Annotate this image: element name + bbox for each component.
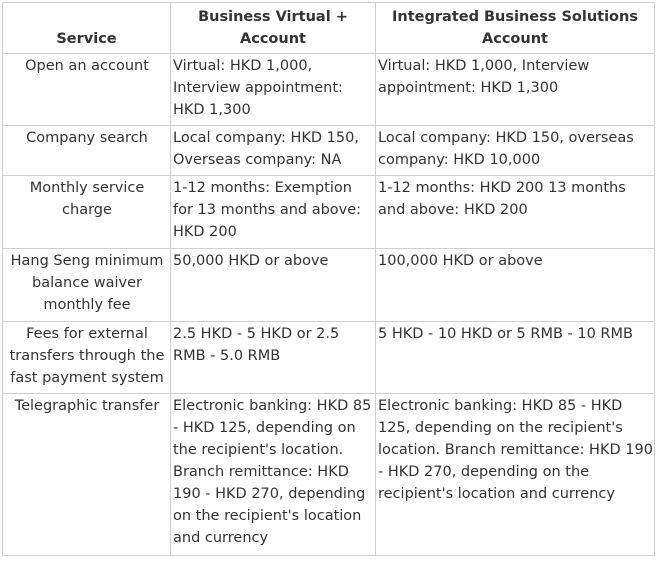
header-business-virtual-plus-account: Business Virtual + Account xyxy=(171,3,376,54)
integrated-cell: 1-12 months: HKD 200 13 months and above: HKD 200 xyxy=(376,176,655,249)
virtual-plus-cell: Electronic banking: HKD 85 - HKD 125, depending on the recipient's location. Branch remittance: HKD 190 - HKD 270, depending on the recipient's location and currency xyxy=(171,394,376,556)
service-cell: Hang Seng minimum balance waiver monthly fee xyxy=(3,249,171,322)
integrated-cell: Electronic banking: HKD 85 - HKD 125, depending on the recipient's location. Branch remittance: HKD 190 - HKD 270, depending on the recipient's location and currency xyxy=(376,394,655,556)
virtual-plus-cell: Local company: HKD 150, Overseas company: NA xyxy=(171,126,376,176)
service-cell: Monthly service charge xyxy=(3,176,171,249)
virtual-plus-cell: Virtual: HKD 1,000, Interview appointment: HKD 1,300 xyxy=(171,54,376,126)
integrated-cell: Virtual: HKD 1,000, Interview appointment: HKD 1,300 xyxy=(376,54,655,126)
service-cell: Telegraphic transfer xyxy=(3,394,171,556)
virtual-plus-cell: 2.5 HKD - 5 HKD or 2.5 RMB - 5.0 RMB xyxy=(171,322,376,394)
table-row xyxy=(3,394,655,556)
integrated-cell: Local company: HKD 150, overseas company: HKD 10,000 xyxy=(376,126,655,176)
header-integrated-business-solutions-account: Integrated Business Solutions Account xyxy=(376,3,655,54)
table-row xyxy=(3,176,655,249)
table-row xyxy=(3,54,655,126)
integrated-cell: 100,000 HKD or above xyxy=(376,249,655,322)
integrated-cell: 5 HKD - 10 HKD or 5 RMB - 10 RMB xyxy=(376,322,655,394)
service-cell: Company search xyxy=(3,126,171,176)
table-header-row xyxy=(3,3,655,54)
virtual-plus-cell: 50,000 HKD or above xyxy=(171,249,376,322)
service-cell: Fees for external transfers through the fast payment system xyxy=(3,322,171,394)
table-row xyxy=(3,322,655,394)
fee-comparison-table xyxy=(2,2,655,556)
table-row xyxy=(3,249,655,322)
virtual-plus-cell: 1-12 months: Exemption for 13 months and above: HKD 200 xyxy=(171,176,376,249)
service-cell: Open an account xyxy=(3,54,171,126)
table-row xyxy=(3,126,655,176)
header-service: Service xyxy=(3,3,171,54)
